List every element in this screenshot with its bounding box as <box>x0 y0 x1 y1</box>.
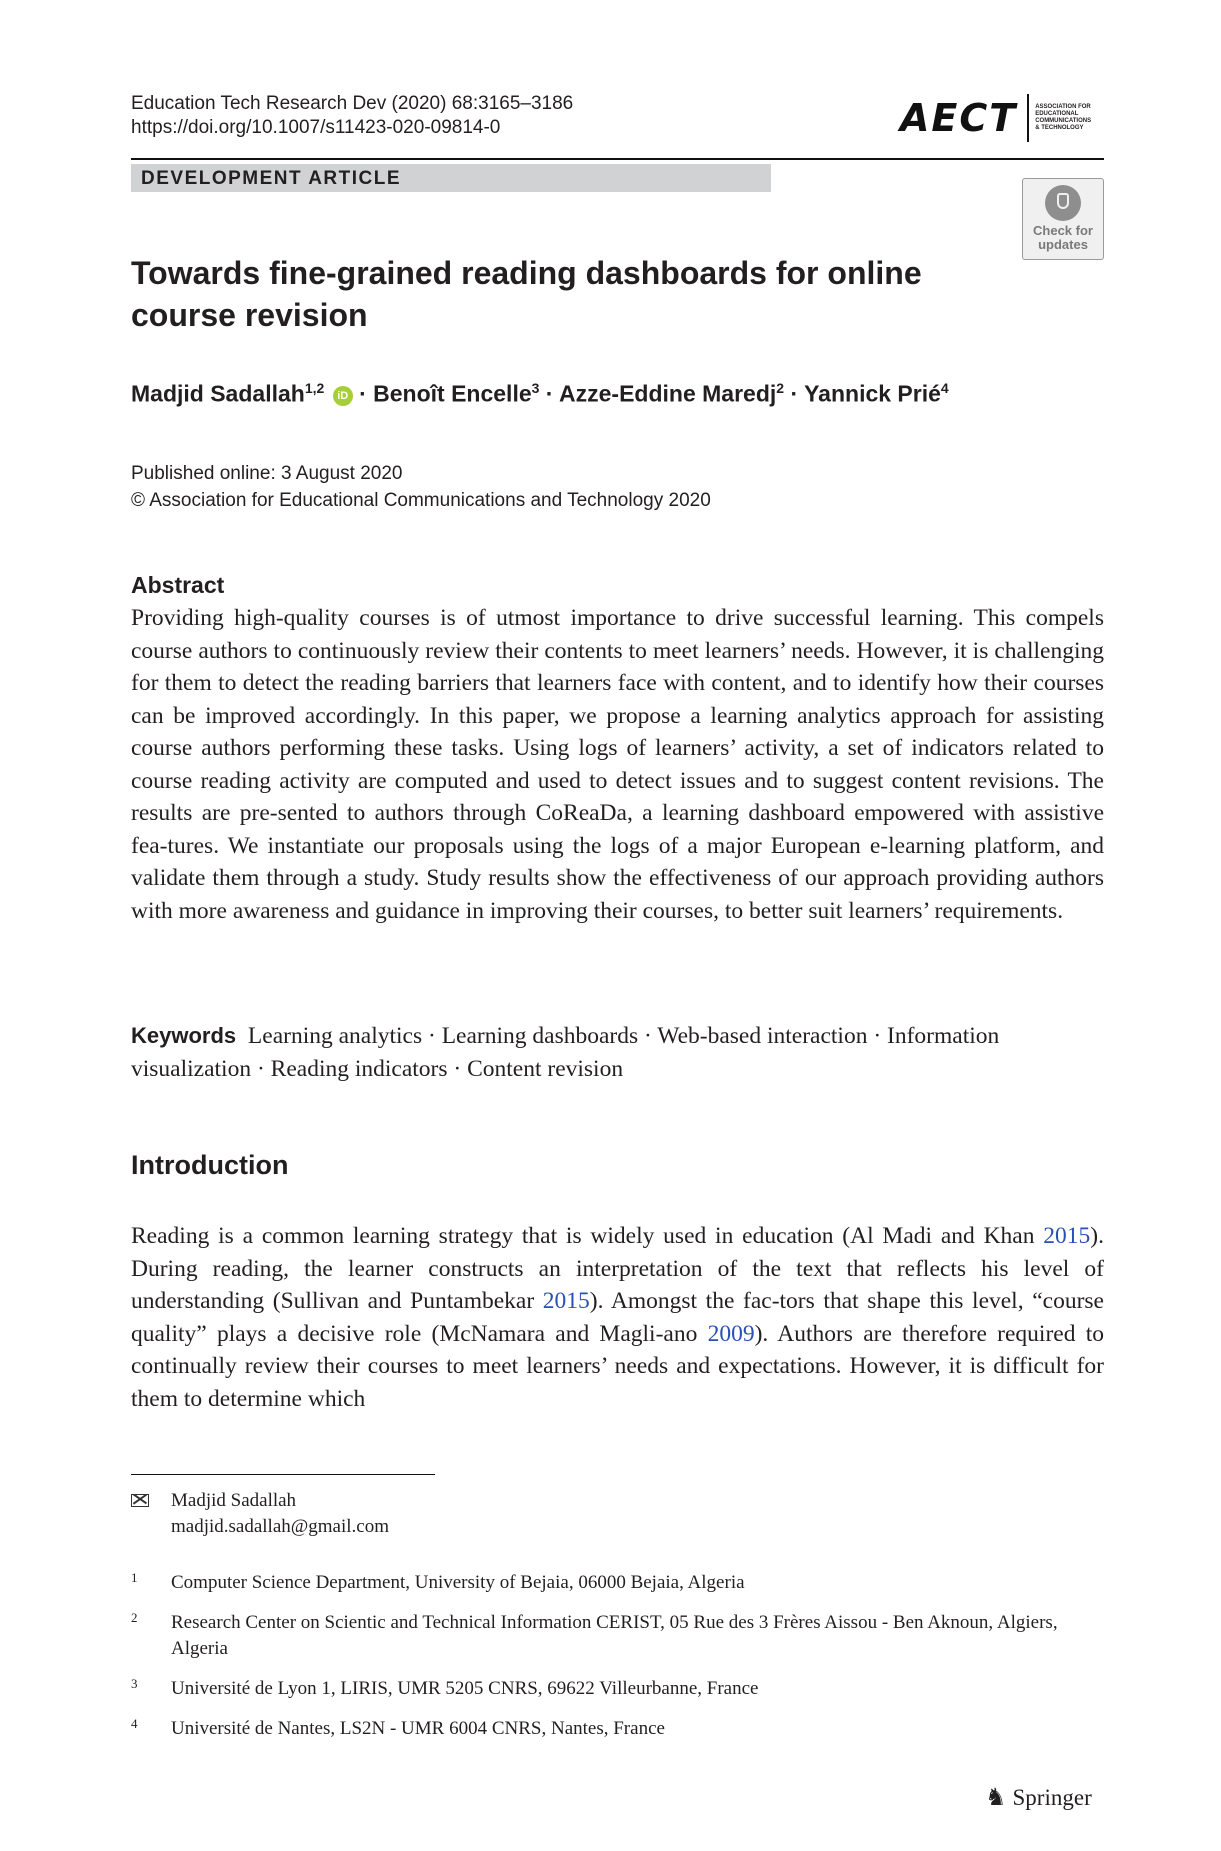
orcid-icon[interactable]: iD <box>333 386 353 406</box>
author-list <box>131 380 949 408</box>
intro-text: Reading is a common learning strategy that is widely used in education (Al Madi and Khan <box>131 1223 1044 1249</box>
author-separator: · <box>784 380 805 407</box>
author-name[interactable]: Benoît Encelle <box>373 380 532 407</box>
introduction-paragraph <box>131 1220 1104 1415</box>
citation-link[interactable]: 2009 <box>707 1320 755 1347</box>
author-separator: · <box>352 380 374 407</box>
publisher-name: Springer <box>1012 1784 1092 1810</box>
author-affiliation-ref: 1,2 <box>304 380 325 396</box>
footnote-number: 2 <box>131 1610 138 1625</box>
abstract-text: Providing high-quality courses is of utmost importance to drive successful learning. This compels course authors to continuously review their contents to meet learners’ needs. However, it is challenging for them to detect the reading barriers that learners face with content, and to identify how their courses can be improved accordingly. In this paper, we propose a learning analytics approach for assisting course authors performing these tasks. Using logs of learners’ activity, a set of indicators related to course reading activity are computed and used to detect issues and to suggest content revisions. The results are pre-sented to authors through CoReaDa, a learning dashboard empowered with assistive fea-tures. We instantiate our proposals using the logs of a major European e-learning platform, and validate them through a study. Study results show the effectiveness of our approach providing authors with more awareness and guidance in improving their courses, to better suit learners’ requirements. <box>131 605 1104 924</box>
journal-citation <box>131 92 573 140</box>
corresponding-author-name: Madjid Sadallah <box>171 1490 297 1511</box>
springer-horse-icon: ♞ <box>985 1785 1007 1811</box>
doi-link[interactable]: https://doi.org/10.1007/s11423-020-09814-0 <box>131 117 501 138</box>
footnote-rule <box>131 1474 435 1475</box>
intro-text: ). Amongst the fac-tors that shape this level, “course quality” plays a decisive role (McNamara and Magli-ano <box>131 1288 1104 1347</box>
affiliation-text: Research Center on Scientic and Technical Information CERIST, 05 Rue des 3 Frères Aissou - Ben Aknoun, Algiers, Algeria <box>171 1612 1058 1659</box>
author-separator: · <box>539 380 560 407</box>
corresponding-author-email[interactable]: madjid.sadallah@gmail.com <box>171 1516 389 1537</box>
author-affiliation-ref: 4 <box>940 380 949 396</box>
citation-link[interactable]: 2015 <box>1043 1223 1091 1249</box>
envelope-icon <box>131 1494 149 1507</box>
check-for-updates-button[interactable] <box>1022 178 1104 260</box>
keywords-list: Learning analytics · Learning dashboards · Web-based interaction · Information visualization · Reading indicators · Content revision <box>131 1023 1000 1082</box>
article-title: Towards fine-grained reading dashboards for online course revision <box>131 255 922 333</box>
aect-logo <box>900 92 1093 144</box>
intro-text: ). Authors are therefore required to continually review their courses to meet learners’ needs and expectations. However, it is difficult for them to determine which <box>131 1320 1104 1412</box>
footnote-number: 4 <box>131 1716 138 1731</box>
affiliation-text: Computer Science Department, University of Bejaia, 06000 Bejaia, Algeria <box>171 1572 745 1593</box>
affiliation-text: Université de Lyon 1, LIRIS, UMR 5205 CNRS, 69622 Villeurbanne, France <box>171 1678 759 1699</box>
journal-line: Education Tech Research Dev (2020) 68:3165–3186 <box>131 93 574 114</box>
footnote-number: 3 <box>131 1676 138 1691</box>
affiliation-text: Université de Nantes, LS2N - UMR 6004 CNRS, Nantes, France <box>171 1718 665 1739</box>
publication-info <box>131 460 711 514</box>
check-for-updates-label: Check for updates <box>1033 223 1093 252</box>
citation-link[interactable]: 2015 <box>542 1288 590 1314</box>
keywords-section <box>131 1020 1111 1085</box>
keywords-label: Keywords <box>131 1023 237 1048</box>
author-name[interactable]: Azze-Eddine Maredj <box>559 380 777 407</box>
springer-logo <box>985 1783 1092 1812</box>
logo-mark: AECT <box>900 96 1018 140</box>
author-name[interactable]: Yannick Prié <box>804 380 941 407</box>
abstract-heading: Abstract <box>131 572 225 598</box>
intro-text: ). During reading, the learner constructs an interpretation of the text that reflects his level of understanding (Sullivan and Puntambekar <box>131 1223 1104 1314</box>
article-type-label: DEVELOPMENT ARTICLE <box>141 168 402 189</box>
logo-divider <box>1027 94 1029 142</box>
author-affiliation-ref: 3 <box>531 380 540 396</box>
article-type-banner <box>131 164 771 192</box>
author-affiliation-ref: 2 <box>776 380 785 396</box>
logo-subtext: ASSOCIATION FOR EDUCATIONAL COMMUNICATIONS & TECHNOLOGY <box>1035 104 1092 131</box>
update-badge-icon <box>1045 185 1081 221</box>
footnote-number: 1 <box>131 1570 138 1585</box>
published-date: Published online: 3 August 2020 <box>131 463 403 484</box>
header-rule <box>131 158 1104 160</box>
introduction-heading: Introduction <box>131 1150 289 1180</box>
author-name[interactable]: Madjid Sadallah <box>131 380 305 407</box>
copyright-line: © Association for Educational Communications and Technology 2020 <box>131 490 711 511</box>
